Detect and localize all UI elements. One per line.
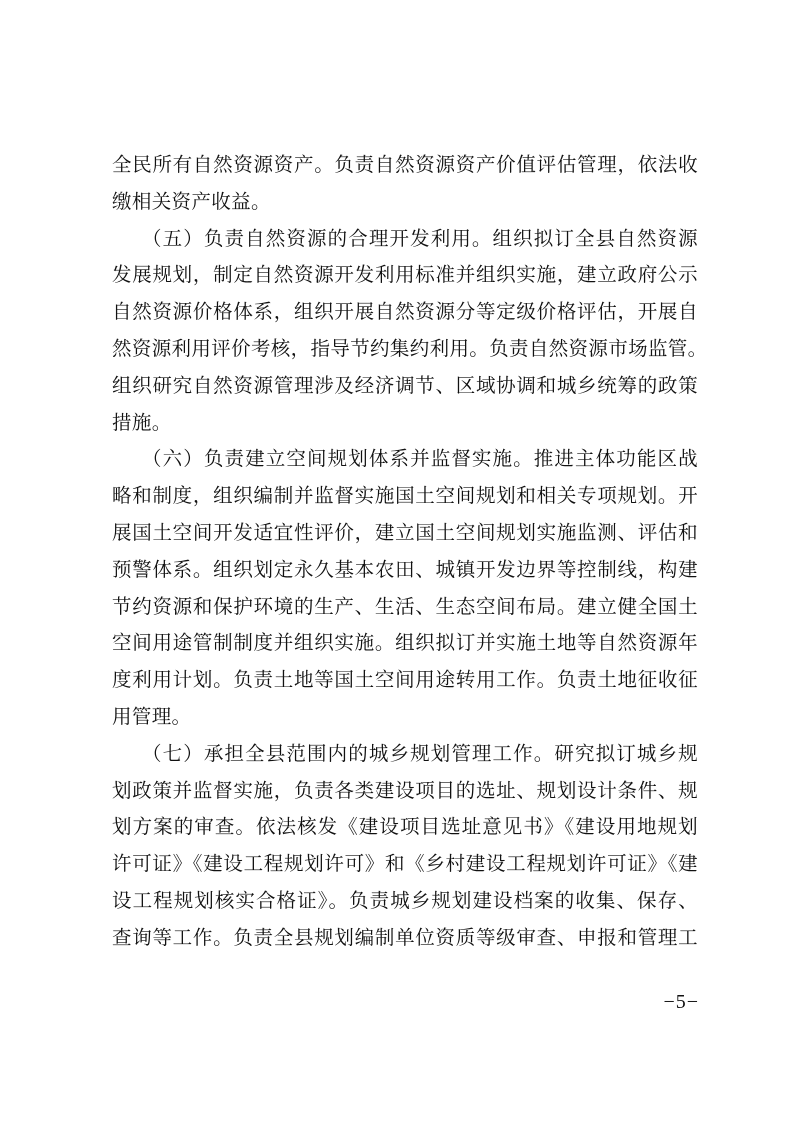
paragraph-heading-line: （六）负责建立空间规划体系并监督实施。推进主体功能区战 <box>142 447 698 471</box>
text-line: 空间用途管制制度并组织实施。组织拟订并实施土地等自然资源年 <box>112 631 698 655</box>
text-line: 划方案的审查。依法核发《建设项目选址意见书》《建设用地规划 <box>112 815 698 839</box>
text-line: 措施。 <box>112 410 172 434</box>
text-line: 节约资源和保护环境的生产、生活、生态空间布局。建立健全国土 <box>112 594 698 618</box>
paragraph-heading-line: （七）承担全县范围内的城乡规划管理工作。研究拟订城乡规 <box>142 741 698 765</box>
text-line: 展国土空间开发适宜性评价，建立国土空间规划实施监测、评估和 <box>112 520 698 544</box>
text-line: 设工程规划核实合格证》。负责城乡规划建设档案的收集、保存、 <box>112 888 698 912</box>
text-line: 然资源利用评价考核，指导节约集约利用。负责自然资源市场监管。 <box>112 336 708 360</box>
text-line: 缴相关资产收益。 <box>112 189 271 213</box>
text-line: 用管理。 <box>112 704 192 728</box>
text-line: 度利用计划。负责土地等国土空间用途转用工作。负责土地征收征 <box>112 668 698 692</box>
text-line: 略和制度，组织编制并监督实施国土空间规划和相关专项规划。开 <box>112 484 698 508</box>
text-line: 许可证》《建设工程规划许可》和《乡村建设工程规划许可证》《建 <box>112 852 698 876</box>
paragraph-heading-line: （五）负责自然资源的合理开发利用。组织拟订全县自然资源 <box>142 226 698 250</box>
page-number: −5− <box>663 991 699 1013</box>
text-line: 预警体系。组织划定永久基本农田、城镇开发边界等控制线，构建 <box>112 557 698 581</box>
text-line: 查询等工作。负责全县规划编制单位资质等级审查、申报和管理工 <box>112 925 698 949</box>
text-line: 发展规划，制定自然资源开发利用标准并组织实施，建立政府公示 <box>112 263 698 287</box>
body-text <box>112 147 708 957</box>
text-line: 自然资源价格体系，组织开展自然资源分等定级价格评估，开展自 <box>112 300 698 324</box>
text-line: 全民所有自然资源资产。负责自然资源资产价值评估管理，依法收 <box>112 153 698 176</box>
text-line: 划政策并监督实施，负责各类建设项目的选址、规划设计条件、规 <box>112 778 698 802</box>
text-line: 组织研究自然资源管理涉及经济调节、区域协调和城乡统筹的政策 <box>112 373 698 397</box>
